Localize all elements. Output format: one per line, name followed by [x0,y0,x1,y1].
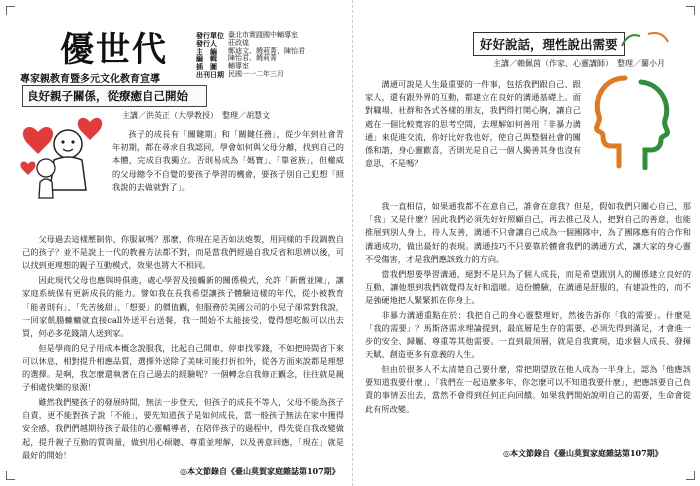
crop-mark [6,471,15,480]
publication-info [196,32,346,79]
crop-mark [6,6,15,15]
crop-mark [686,6,695,15]
speech-decoration-icon [618,28,673,52]
article-byline: 主講／賴佩茵（作家、心靈講師） 整理／蘭小月 [493,59,665,68]
meta-row: 主 編 鄭迪文、饒莉菁、陳怡君 [196,46,305,56]
paragraph: 非暴力溝通重點在於：我把自己的身心靈整理好，然後告訴你「我的需要」。什麼是「我的需要」？馬斯洛需求理論提到，最底層是生存的需要，必須先得到滿足，才會進一步的安全、歸屬、尊重等其他需要。一直到最頂層，就是自我實現，追求個人成長、發揮天賦、創造更多有意義的人生。 [365,309,691,360]
crop-mark [686,471,695,480]
paragraph: 因此現代父母也應與時俱進，處心學習及接觸新的關係模式，允許「新舊並陳」，讓家庭系統保有更新成長的能力。譬如我在長我希望讓孩子體驗這樣的年代，從小被教育「能者則有」、「先苦後甜」、「想要」的價值觀，但服務於美國公司的小兒子卻常對我說，一回家飢腸轆轆就直接call外送平台送餐，我一開始不太能接受，覺得想吃飯可以出去買，何必多花錢請人送到家。 [22,275,344,338]
source-note: ◎本文節錄自《臺山莫賀家庭雜誌第107期》 [503,448,663,458]
section-lead: 專家親教育暨多元文化教育宣導 [20,74,160,85]
article-body-top [112,128,344,196]
article-body [22,233,344,463]
paragraph: 孩子的成長有「關鍵期」和「關鍵任務」，從少年到社會青年初期，都在尋求自我認同，學會如何與父母分離，找到自己的本體，完成自我獨立。否則易成為「媽寶」、「靠爸族」，但權威的父母總令不自覺的要孩子學習的機會，要孩子別自己犯想「照我說的去做就對了」。 [112,129,344,192]
paragraph: 但是學商的兒子用成本概念說服我，比起自己開車、停車找零錢，不如把時間省下來可以休息，相對提升相應品質，選擇外送除了美味可能打折扣外，從各方面來說都是理想的選擇。是啊，我怎麼還執著在自己過去的經驗呢？一個轉念自我修正觀念，往往就是親子相處快樂的泉源！ [22,342,344,393]
newsletter-masthead: 優世代 [60,30,168,70]
paragraph: 我一直相信，如果通我都不在意自己，誰會在意我？但是，假如我們只關心自己，那「我」又是什麼？因此我們必須先好好照顧自己，再去推己及人，把對自己的善意，也能推展到別人身上，待人友善，溝通不只會讓自己成為一個團隊中，為了團隊應有的合作和溝通成功，做出最好的表現。溝通技巧不只要靠於體會我們的溝通方式，讓大家的身心靈不受傷害，才是我們應該致力的方向。 [365,201,691,264]
meta-row: 出刊日期 民國一一二年三月 [196,69,284,79]
meta-row: 發行單位 臺北市實踐國中輔導室 [196,31,298,40]
article-title: 好好說話，理性說出需要 [473,32,625,56]
parent-child-hearts-illustration [20,102,110,202]
article-title: 良好親子關係，從療癒自己開始 [22,85,207,107]
paragraph: 但由於很多人不太清楚自己要什麼，常把期望放在他人成為一半身上，認為「他應該要知道我要什麼」、「我們在一起這麼多年，你怎麼可以不知道我要什麼」，把應該要自己負責的事情丟出去，當然不會得到任何正向回饋。如果我們開始說明自己的需要，生命會從此有所改變。 [365,363,691,414]
meta-row: 插 圖 輔導室 [196,62,249,72]
article-body [365,200,691,417]
paragraph: 雖然我們變孩子的發展時間，無法一步登天，但孩子的成長不等人，父母不能為孩子自責，更不能對孩子說「不能」，要先知道孩子是如何成長，當一般孩子無法在家中獲得安全感，我們們越期待孩子最佳的心靈輔導者，在陪伴孩子的過程中，得先從自我改變做起，提升親子互動的質與量，做到用心傾聽、尊重並理解，以及善意回應，「現在」就是最好的開始！ [22,396,344,460]
right-page [352,0,700,486]
meta-row: 編 輯 陳怡君、饒莉菁 [196,54,277,64]
paragraph: 溝通可說是人生最重要的一件事，包括我們跟自己、跟家人，還有跟外界的互動，都建立在良好的溝通基礎上。面對職場、社群和各式各樣的朋友，我們得打開心胸，讓自己處在一個比較寬容的思考空間，去理解如何善用「非暴力溝通」來促進交流，你好比好我也好，使自己與整個社會的關係和諧，身心靈歡喜，否則光是自己一個人獨善其身也沒有意思，不是嗎？ [365,79,581,169]
article-byline: 主講／洪英正（大學教授） 整理／胡慧文 [122,111,270,120]
paragraph: 父母過去這樣壓制你，你服氣嗎？那麼，你現在是否如法炮製，用同樣的手段調教自己的孩子？並不是說上一代的教養方法都不對，而是當我們經過自我反省和思辨以後，可以找到更理想的親子互動模式，效果也將大不相同。 [22,234,344,271]
paragraph: 當我們想要學習溝通，絕對不是只為了個人成長，而是希望跟別人的關係建立良好的互動，讓他想到我們就覺得友好和溫暖。這份體驗，在溝通是舒服的，有建設性的，而不是強硬地把人緊緊抓在你身上。 [365,268,691,305]
source-note: ◎本文節錄自《臺山莫賀家庭雜誌第107期》 [180,466,340,476]
meta-row: 發行人 莊政煌 [196,38,249,48]
article-body-top [365,78,581,172]
two-faces-illustration [585,70,675,170]
